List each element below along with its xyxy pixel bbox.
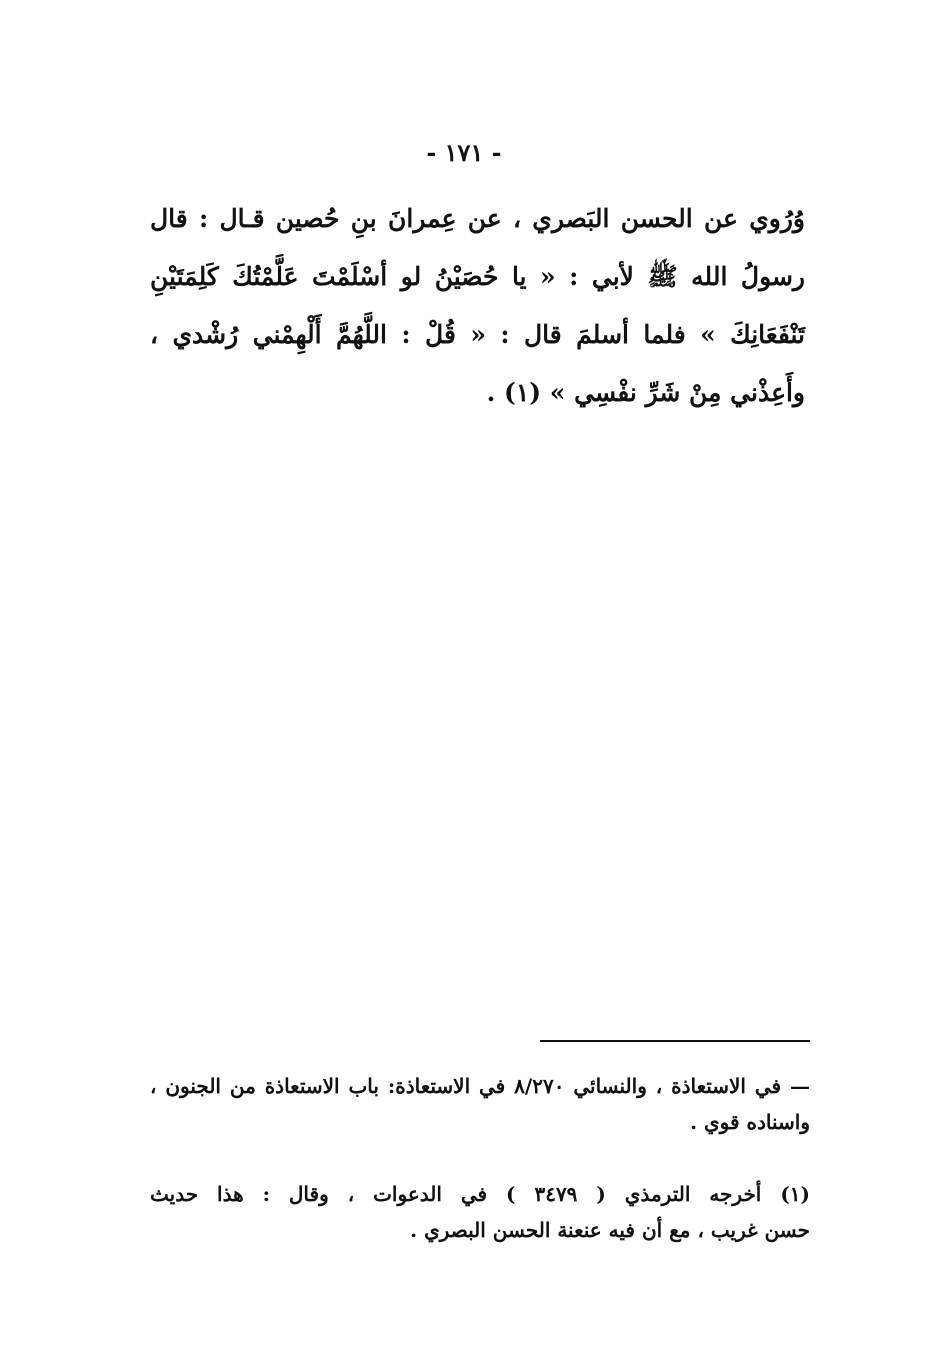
main-text <box>150 190 805 422</box>
page-number: - ١٧١ - <box>426 138 502 167</box>
footnote-continued <box>150 1068 810 1140</box>
footnote-line: حسن غريب ، مع أن فيه عنعنة الحسن البصري . <box>410 1218 810 1242</box>
main-text-line: وُرُوي عن الحسن البَصري ، عن عِمرانَ بنِ حُصين قـال : قال <box>150 204 805 233</box>
main-text-line: وأَعِذْني مِنْ شَرِّ نفْسِي » (١) . <box>486 378 805 407</box>
footnote-divider <box>540 1040 810 1042</box>
main-text-line: رسولُ الله ﷺ لأبي : « يا حُصَيْنُ لو أسْلَمْتَ عَلَّمْتُكَ كَلِمَتَيْنِ <box>150 262 805 291</box>
footnote-1 <box>150 1176 810 1248</box>
footnote-line: (١) أخرجه الترمذي ( ٣٤٧٩ ) في الدعوات ، وقال : هذا حديث <box>150 1182 810 1206</box>
footnote-line: واسناده قوي . <box>690 1110 810 1134</box>
main-text-line: تَنْفَعَانِكَ » فلما أسلمَ قال : « قُلْ : اللَّهُمَّ أَلْهِمْني رُشْدي ، <box>150 320 805 349</box>
footnote-line: — في الاستعاذة ، والنسائي ٨/٢٧٠ في الاستعاذة: باب الاستعاذة من الجنون ، <box>150 1074 810 1098</box>
